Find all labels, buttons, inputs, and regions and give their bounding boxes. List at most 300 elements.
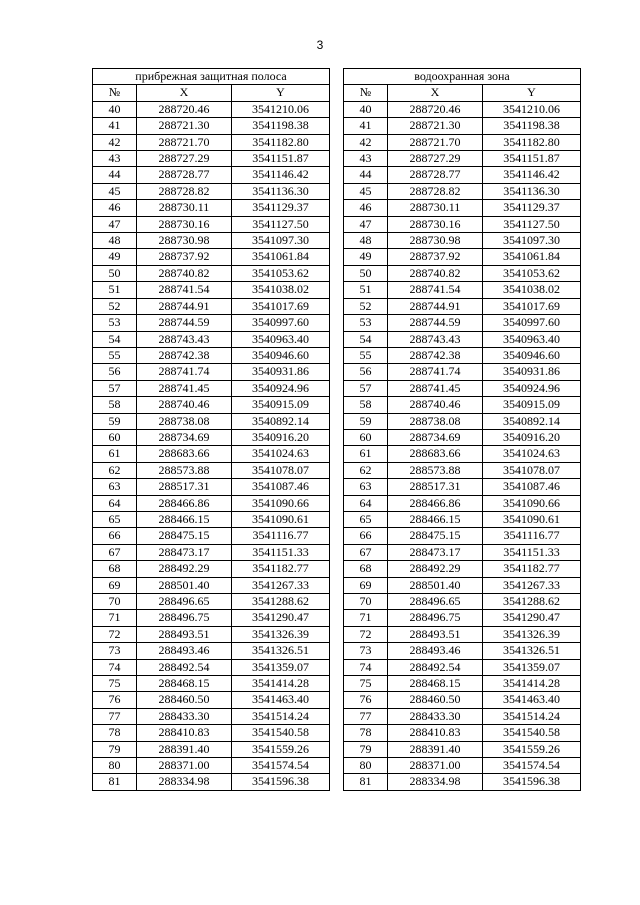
point-number-cell: 63 bbox=[344, 479, 388, 495]
point-number-cell: 44 bbox=[344, 167, 388, 183]
y-coordinate-cell: 3541078.07 bbox=[483, 462, 581, 478]
y-coordinate-cell: 3541151.33 bbox=[232, 544, 330, 560]
table-row bbox=[344, 561, 581, 577]
y-coordinate-cell: 3541116.77 bbox=[232, 528, 330, 544]
y-coordinate-cell: 3541359.07 bbox=[232, 659, 330, 675]
table-row bbox=[344, 364, 581, 380]
point-number-cell: 47 bbox=[93, 216, 137, 232]
table-row bbox=[93, 741, 330, 757]
point-number-cell: 53 bbox=[344, 315, 388, 331]
point-number-cell: 80 bbox=[93, 758, 137, 774]
point-number-cell: 62 bbox=[344, 462, 388, 478]
table-row bbox=[344, 626, 581, 642]
y-coordinate-cell: 3541414.28 bbox=[483, 676, 581, 692]
y-coordinate-cell: 3541559.26 bbox=[483, 741, 581, 757]
table-row bbox=[344, 577, 581, 593]
x-coordinate-cell: 288740.82 bbox=[388, 265, 483, 281]
table-row bbox=[344, 725, 581, 741]
table-row bbox=[93, 676, 330, 692]
x-coordinate-cell: 288466.15 bbox=[388, 511, 483, 527]
y-coordinate-cell: 3540963.40 bbox=[483, 331, 581, 347]
point-number-cell: 61 bbox=[344, 446, 388, 462]
x-coordinate-cell: 288740.82 bbox=[137, 265, 232, 281]
y-coordinate-cell: 3541146.42 bbox=[483, 167, 581, 183]
table-row bbox=[93, 692, 330, 708]
y-coordinate-cell: 3541129.37 bbox=[483, 200, 581, 216]
x-coordinate-cell: 288492.29 bbox=[137, 561, 232, 577]
x-coordinate-cell: 288741.45 bbox=[388, 380, 483, 396]
point-number-cell: 50 bbox=[93, 265, 137, 281]
point-number-cell: 73 bbox=[344, 643, 388, 659]
table-row bbox=[344, 462, 581, 478]
table-title: водоохранная зона bbox=[344, 69, 581, 85]
table-row bbox=[93, 429, 330, 445]
point-number-cell: 56 bbox=[93, 364, 137, 380]
y-coordinate-cell: 3541061.84 bbox=[483, 249, 581, 265]
point-number-cell: 69 bbox=[344, 577, 388, 593]
y-coordinate-cell: 3541182.77 bbox=[483, 561, 581, 577]
table-row bbox=[344, 741, 581, 757]
point-number-cell: 58 bbox=[344, 397, 388, 413]
point-number-cell: 65 bbox=[344, 511, 388, 527]
x-coordinate-cell: 288728.77 bbox=[388, 167, 483, 183]
table-row bbox=[344, 249, 581, 265]
y-coordinate-cell: 3541116.77 bbox=[483, 528, 581, 544]
x-coordinate-cell: 288720.46 bbox=[388, 101, 483, 117]
y-coordinate-cell: 3540997.60 bbox=[483, 315, 581, 331]
table-row bbox=[93, 233, 330, 249]
y-coordinate-cell: 3540997.60 bbox=[232, 315, 330, 331]
point-number-cell: 49 bbox=[93, 249, 137, 265]
y-coordinate-cell: 3541288.62 bbox=[483, 594, 581, 610]
y-coordinate-cell: 3540892.14 bbox=[483, 413, 581, 429]
x-coordinate-cell: 288334.98 bbox=[388, 774, 483, 790]
y-coordinate-cell: 3541182.80 bbox=[483, 134, 581, 150]
table-row bbox=[93, 298, 330, 314]
y-coordinate-cell: 3541326.39 bbox=[232, 626, 330, 642]
table-row bbox=[93, 118, 330, 134]
x-coordinate-cell: 288492.54 bbox=[388, 659, 483, 675]
x-coordinate-cell: 288371.00 bbox=[137, 758, 232, 774]
table-row bbox=[93, 315, 330, 331]
x-coordinate-cell: 288730.11 bbox=[388, 200, 483, 216]
x-coordinate-cell: 288730.98 bbox=[137, 233, 232, 249]
x-coordinate-cell: 288734.69 bbox=[137, 429, 232, 445]
x-coordinate-cell: 288721.70 bbox=[137, 134, 232, 150]
point-number-cell: 41 bbox=[344, 118, 388, 134]
x-coordinate-cell: 288473.17 bbox=[137, 544, 232, 560]
y-coordinate-cell: 3541146.42 bbox=[232, 167, 330, 183]
table-row bbox=[344, 151, 581, 167]
y-coordinate-cell: 3541182.80 bbox=[232, 134, 330, 150]
y-coordinate-cell: 3541326.51 bbox=[232, 643, 330, 659]
x-coordinate-cell: 288741.54 bbox=[388, 282, 483, 298]
table-row bbox=[93, 643, 330, 659]
x-coordinate-cell: 288493.46 bbox=[137, 643, 232, 659]
y-coordinate-cell: 3541151.87 bbox=[483, 151, 581, 167]
point-number-cell: 59 bbox=[93, 413, 137, 429]
column-header-x: X bbox=[388, 85, 483, 101]
point-number-cell: 79 bbox=[344, 741, 388, 757]
x-coordinate-cell: 288501.40 bbox=[137, 577, 232, 593]
point-number-cell: 78 bbox=[344, 725, 388, 741]
y-coordinate-cell: 3540946.60 bbox=[483, 347, 581, 363]
y-coordinate-cell: 3541326.51 bbox=[483, 643, 581, 659]
y-coordinate-cell: 3540916.20 bbox=[483, 429, 581, 445]
x-coordinate-cell: 288727.29 bbox=[137, 151, 232, 167]
table-row bbox=[93, 528, 330, 544]
point-number-cell: 75 bbox=[344, 676, 388, 692]
x-coordinate-cell: 288741.74 bbox=[137, 364, 232, 380]
x-coordinate-cell: 288517.31 bbox=[388, 479, 483, 495]
x-coordinate-cell: 288744.59 bbox=[388, 315, 483, 331]
y-coordinate-cell: 3541136.30 bbox=[232, 183, 330, 199]
point-number-cell: 54 bbox=[344, 331, 388, 347]
y-coordinate-cell: 3541017.69 bbox=[483, 298, 581, 314]
table-row bbox=[93, 249, 330, 265]
point-number-cell: 78 bbox=[93, 725, 137, 741]
point-number-cell: 52 bbox=[93, 298, 137, 314]
point-number-cell: 62 bbox=[93, 462, 137, 478]
point-number-cell: 40 bbox=[344, 101, 388, 117]
table-row bbox=[344, 708, 581, 724]
table-row bbox=[93, 331, 330, 347]
x-coordinate-cell: 288573.88 bbox=[137, 462, 232, 478]
table-row bbox=[344, 101, 581, 117]
y-coordinate-cell: 3541053.62 bbox=[232, 265, 330, 281]
x-coordinate-cell: 288727.29 bbox=[388, 151, 483, 167]
y-coordinate-cell: 3541540.58 bbox=[232, 725, 330, 741]
point-number-cell: 80 bbox=[344, 758, 388, 774]
y-coordinate-cell: 3541136.30 bbox=[483, 183, 581, 199]
point-number-cell: 53 bbox=[93, 315, 137, 331]
y-coordinate-cell: 3541540.58 bbox=[483, 725, 581, 741]
y-coordinate-cell: 3541090.66 bbox=[232, 495, 330, 511]
x-coordinate-cell: 288334.98 bbox=[137, 774, 232, 790]
table-row bbox=[344, 544, 581, 560]
y-coordinate-cell: 3541574.54 bbox=[232, 758, 330, 774]
point-number-cell: 73 bbox=[93, 643, 137, 659]
column-header-y: Y bbox=[483, 85, 581, 101]
point-number-cell: 58 bbox=[93, 397, 137, 413]
table-row bbox=[344, 446, 581, 462]
y-coordinate-cell: 3540931.86 bbox=[483, 364, 581, 380]
y-coordinate-cell: 3541326.39 bbox=[483, 626, 581, 642]
x-coordinate-cell: 288738.08 bbox=[388, 413, 483, 429]
point-number-cell: 68 bbox=[344, 561, 388, 577]
x-coordinate-cell: 288741.74 bbox=[388, 364, 483, 380]
table-row bbox=[93, 774, 330, 790]
table-row bbox=[344, 610, 581, 626]
table-row bbox=[93, 265, 330, 281]
y-coordinate-cell: 3541198.38 bbox=[483, 118, 581, 134]
point-number-cell: 66 bbox=[93, 528, 137, 544]
x-coordinate-cell: 288468.15 bbox=[388, 676, 483, 692]
point-number-cell: 74 bbox=[344, 659, 388, 675]
table-row bbox=[344, 233, 581, 249]
y-coordinate-cell: 3541414.28 bbox=[232, 676, 330, 692]
table-row bbox=[93, 380, 330, 396]
coastal-protection-strip-table bbox=[92, 68, 330, 791]
x-coordinate-cell: 288737.92 bbox=[388, 249, 483, 265]
table-row bbox=[93, 561, 330, 577]
table-row bbox=[344, 692, 581, 708]
y-coordinate-cell: 3540924.96 bbox=[232, 380, 330, 396]
point-number-cell: 61 bbox=[93, 446, 137, 462]
y-coordinate-cell: 3541038.02 bbox=[232, 282, 330, 298]
y-coordinate-cell: 3541267.33 bbox=[232, 577, 330, 593]
table-row bbox=[344, 118, 581, 134]
point-number-cell: 67 bbox=[93, 544, 137, 560]
point-number-cell: 71 bbox=[344, 610, 388, 626]
point-number-cell: 68 bbox=[93, 561, 137, 577]
table-row bbox=[93, 347, 330, 363]
table-row bbox=[93, 397, 330, 413]
table-row bbox=[93, 183, 330, 199]
x-coordinate-cell: 288391.40 bbox=[388, 741, 483, 757]
x-coordinate-cell: 288496.65 bbox=[388, 594, 483, 610]
column-header-y: Y bbox=[232, 85, 330, 101]
x-coordinate-cell: 288496.75 bbox=[137, 610, 232, 626]
point-number-cell: 74 bbox=[93, 659, 137, 675]
y-coordinate-cell: 3541290.47 bbox=[232, 610, 330, 626]
x-coordinate-cell: 288728.82 bbox=[388, 183, 483, 199]
y-coordinate-cell: 3541151.33 bbox=[483, 544, 581, 560]
x-coordinate-cell: 288730.16 bbox=[137, 216, 232, 232]
y-coordinate-cell: 3540915.09 bbox=[232, 397, 330, 413]
y-coordinate-cell: 3541090.61 bbox=[483, 511, 581, 527]
x-coordinate-cell: 288728.77 bbox=[137, 167, 232, 183]
table-row bbox=[93, 413, 330, 429]
table-row bbox=[344, 511, 581, 527]
y-coordinate-cell: 3541017.69 bbox=[232, 298, 330, 314]
x-coordinate-cell: 288466.86 bbox=[388, 495, 483, 511]
table-row bbox=[344, 528, 581, 544]
point-number-cell: 54 bbox=[93, 331, 137, 347]
x-coordinate-cell: 288728.82 bbox=[137, 183, 232, 199]
y-coordinate-cell: 3541053.62 bbox=[483, 265, 581, 281]
x-coordinate-cell: 288492.29 bbox=[388, 561, 483, 577]
y-coordinate-cell: 3541087.46 bbox=[232, 479, 330, 495]
point-number-cell: 79 bbox=[93, 741, 137, 757]
y-coordinate-cell: 3540963.40 bbox=[232, 331, 330, 347]
point-number-cell: 70 bbox=[93, 594, 137, 610]
point-number-cell: 50 bbox=[344, 265, 388, 281]
point-number-cell: 76 bbox=[93, 692, 137, 708]
x-coordinate-cell: 288391.40 bbox=[137, 741, 232, 757]
table-row bbox=[93, 282, 330, 298]
y-coordinate-cell: 3541198.38 bbox=[232, 118, 330, 134]
y-coordinate-cell: 3540924.96 bbox=[483, 380, 581, 396]
x-coordinate-cell: 288466.15 bbox=[137, 511, 232, 527]
x-coordinate-cell: 288501.40 bbox=[388, 577, 483, 593]
x-coordinate-cell: 288721.70 bbox=[388, 134, 483, 150]
x-coordinate-cell: 288573.88 bbox=[388, 462, 483, 478]
point-number-cell: 71 bbox=[93, 610, 137, 626]
y-coordinate-cell: 3541463.40 bbox=[483, 692, 581, 708]
y-coordinate-cell: 3541514.24 bbox=[232, 708, 330, 724]
point-number-cell: 77 bbox=[93, 708, 137, 724]
point-number-cell: 45 bbox=[93, 183, 137, 199]
table-row bbox=[93, 446, 330, 462]
point-number-cell: 46 bbox=[344, 200, 388, 216]
table-row bbox=[93, 577, 330, 593]
x-coordinate-cell: 288721.30 bbox=[388, 118, 483, 134]
table-row bbox=[344, 265, 581, 281]
table-row bbox=[344, 216, 581, 232]
point-number-cell: 63 bbox=[93, 479, 137, 495]
y-coordinate-cell: 3541024.63 bbox=[483, 446, 581, 462]
page-number: 3 bbox=[316, 38, 324, 52]
y-coordinate-cell: 3541514.24 bbox=[483, 708, 581, 724]
x-coordinate-cell: 288683.66 bbox=[137, 446, 232, 462]
point-number-cell: 72 bbox=[344, 626, 388, 642]
y-coordinate-cell: 3541574.54 bbox=[483, 758, 581, 774]
point-number-cell: 59 bbox=[344, 413, 388, 429]
table-row bbox=[93, 151, 330, 167]
x-coordinate-cell: 288741.54 bbox=[137, 282, 232, 298]
y-coordinate-cell: 3541151.87 bbox=[232, 151, 330, 167]
column-header-x: X bbox=[137, 85, 232, 101]
point-number-cell: 57 bbox=[344, 380, 388, 396]
x-coordinate-cell: 288493.51 bbox=[388, 626, 483, 642]
x-coordinate-cell: 288742.38 bbox=[137, 347, 232, 363]
y-coordinate-cell: 3541463.40 bbox=[232, 692, 330, 708]
point-number-cell: 46 bbox=[93, 200, 137, 216]
column-header-number: № bbox=[93, 85, 137, 101]
x-coordinate-cell: 288493.46 bbox=[388, 643, 483, 659]
x-coordinate-cell: 288721.30 bbox=[137, 118, 232, 134]
x-coordinate-cell: 288743.43 bbox=[388, 331, 483, 347]
table-row bbox=[93, 495, 330, 511]
table-row bbox=[93, 479, 330, 495]
point-number-cell: 64 bbox=[344, 495, 388, 511]
y-coordinate-cell: 3541129.37 bbox=[232, 200, 330, 216]
x-coordinate-cell: 288744.91 bbox=[388, 298, 483, 314]
point-number-cell: 57 bbox=[93, 380, 137, 396]
x-coordinate-cell: 288517.31 bbox=[137, 479, 232, 495]
x-coordinate-cell: 288741.45 bbox=[137, 380, 232, 396]
y-coordinate-cell: 3541559.26 bbox=[232, 741, 330, 757]
point-number-cell: 60 bbox=[93, 429, 137, 445]
y-coordinate-cell: 3541127.50 bbox=[483, 216, 581, 232]
point-number-cell: 42 bbox=[344, 134, 388, 150]
point-number-cell: 55 bbox=[93, 347, 137, 363]
table-row bbox=[344, 134, 581, 150]
y-coordinate-cell: 3541078.07 bbox=[232, 462, 330, 478]
point-number-cell: 67 bbox=[344, 544, 388, 560]
table-row bbox=[344, 397, 581, 413]
point-number-cell: 45 bbox=[344, 183, 388, 199]
table-row bbox=[344, 347, 581, 363]
y-coordinate-cell: 3541061.84 bbox=[232, 249, 330, 265]
y-coordinate-cell: 3541596.38 bbox=[232, 774, 330, 790]
y-coordinate-cell: 3541290.47 bbox=[483, 610, 581, 626]
y-coordinate-cell: 3540946.60 bbox=[232, 347, 330, 363]
x-coordinate-cell: 288740.46 bbox=[388, 397, 483, 413]
x-coordinate-cell: 288737.92 bbox=[137, 249, 232, 265]
y-coordinate-cell: 3541090.66 bbox=[483, 495, 581, 511]
y-coordinate-cell: 3541097.30 bbox=[232, 233, 330, 249]
table-row bbox=[344, 676, 581, 692]
table-row bbox=[344, 495, 581, 511]
table-row bbox=[344, 298, 581, 314]
point-number-cell: 44 bbox=[93, 167, 137, 183]
table-title: прибрежная защитная полоса bbox=[93, 69, 330, 85]
point-number-cell: 81 bbox=[344, 774, 388, 790]
table-row bbox=[344, 200, 581, 216]
x-coordinate-cell: 288730.98 bbox=[388, 233, 483, 249]
column-header-number: № bbox=[344, 85, 388, 101]
x-coordinate-cell: 288466.86 bbox=[137, 495, 232, 511]
table-row bbox=[344, 758, 581, 774]
point-number-cell: 48 bbox=[93, 233, 137, 249]
table-row bbox=[344, 331, 581, 347]
table-row bbox=[93, 216, 330, 232]
x-coordinate-cell: 288410.83 bbox=[388, 725, 483, 741]
point-number-cell: 77 bbox=[344, 708, 388, 724]
table-row bbox=[93, 725, 330, 741]
x-coordinate-cell: 288460.50 bbox=[388, 692, 483, 708]
table-row bbox=[93, 200, 330, 216]
table-row bbox=[93, 462, 330, 478]
table-row bbox=[344, 183, 581, 199]
y-coordinate-cell: 3540916.20 bbox=[232, 429, 330, 445]
x-coordinate-cell: 288468.15 bbox=[137, 676, 232, 692]
x-coordinate-cell: 288743.43 bbox=[137, 331, 232, 347]
x-coordinate-cell: 288492.54 bbox=[137, 659, 232, 675]
x-coordinate-cell: 288720.46 bbox=[137, 101, 232, 117]
point-number-cell: 60 bbox=[344, 429, 388, 445]
x-coordinate-cell: 288475.15 bbox=[137, 528, 232, 544]
x-coordinate-cell: 288410.83 bbox=[137, 725, 232, 741]
point-number-cell: 48 bbox=[344, 233, 388, 249]
point-number-cell: 70 bbox=[344, 594, 388, 610]
table-row bbox=[344, 659, 581, 675]
table-row bbox=[344, 774, 581, 790]
point-number-cell: 43 bbox=[93, 151, 137, 167]
point-number-cell: 41 bbox=[93, 118, 137, 134]
table-row bbox=[344, 380, 581, 396]
x-coordinate-cell: 288371.00 bbox=[388, 758, 483, 774]
x-coordinate-cell: 288496.75 bbox=[388, 610, 483, 626]
point-number-cell: 40 bbox=[93, 101, 137, 117]
table-row bbox=[93, 708, 330, 724]
x-coordinate-cell: 288433.30 bbox=[388, 708, 483, 724]
table-row bbox=[93, 626, 330, 642]
x-coordinate-cell: 288433.30 bbox=[137, 708, 232, 724]
point-number-cell: 51 bbox=[93, 282, 137, 298]
point-number-cell: 56 bbox=[344, 364, 388, 380]
table-row bbox=[344, 315, 581, 331]
point-number-cell: 66 bbox=[344, 528, 388, 544]
point-number-cell: 51 bbox=[344, 282, 388, 298]
table-row bbox=[344, 643, 581, 659]
water-protection-zone-table bbox=[343, 68, 581, 791]
table-body bbox=[93, 101, 330, 790]
point-number-cell: 65 bbox=[93, 511, 137, 527]
point-number-cell: 42 bbox=[93, 134, 137, 150]
table-row bbox=[93, 134, 330, 150]
point-number-cell: 76 bbox=[344, 692, 388, 708]
point-number-cell: 75 bbox=[93, 676, 137, 692]
y-coordinate-cell: 3541210.06 bbox=[483, 101, 581, 117]
table-row bbox=[93, 594, 330, 610]
x-coordinate-cell: 288496.65 bbox=[137, 594, 232, 610]
point-number-cell: 49 bbox=[344, 249, 388, 265]
table-row bbox=[344, 413, 581, 429]
table-row bbox=[344, 594, 581, 610]
